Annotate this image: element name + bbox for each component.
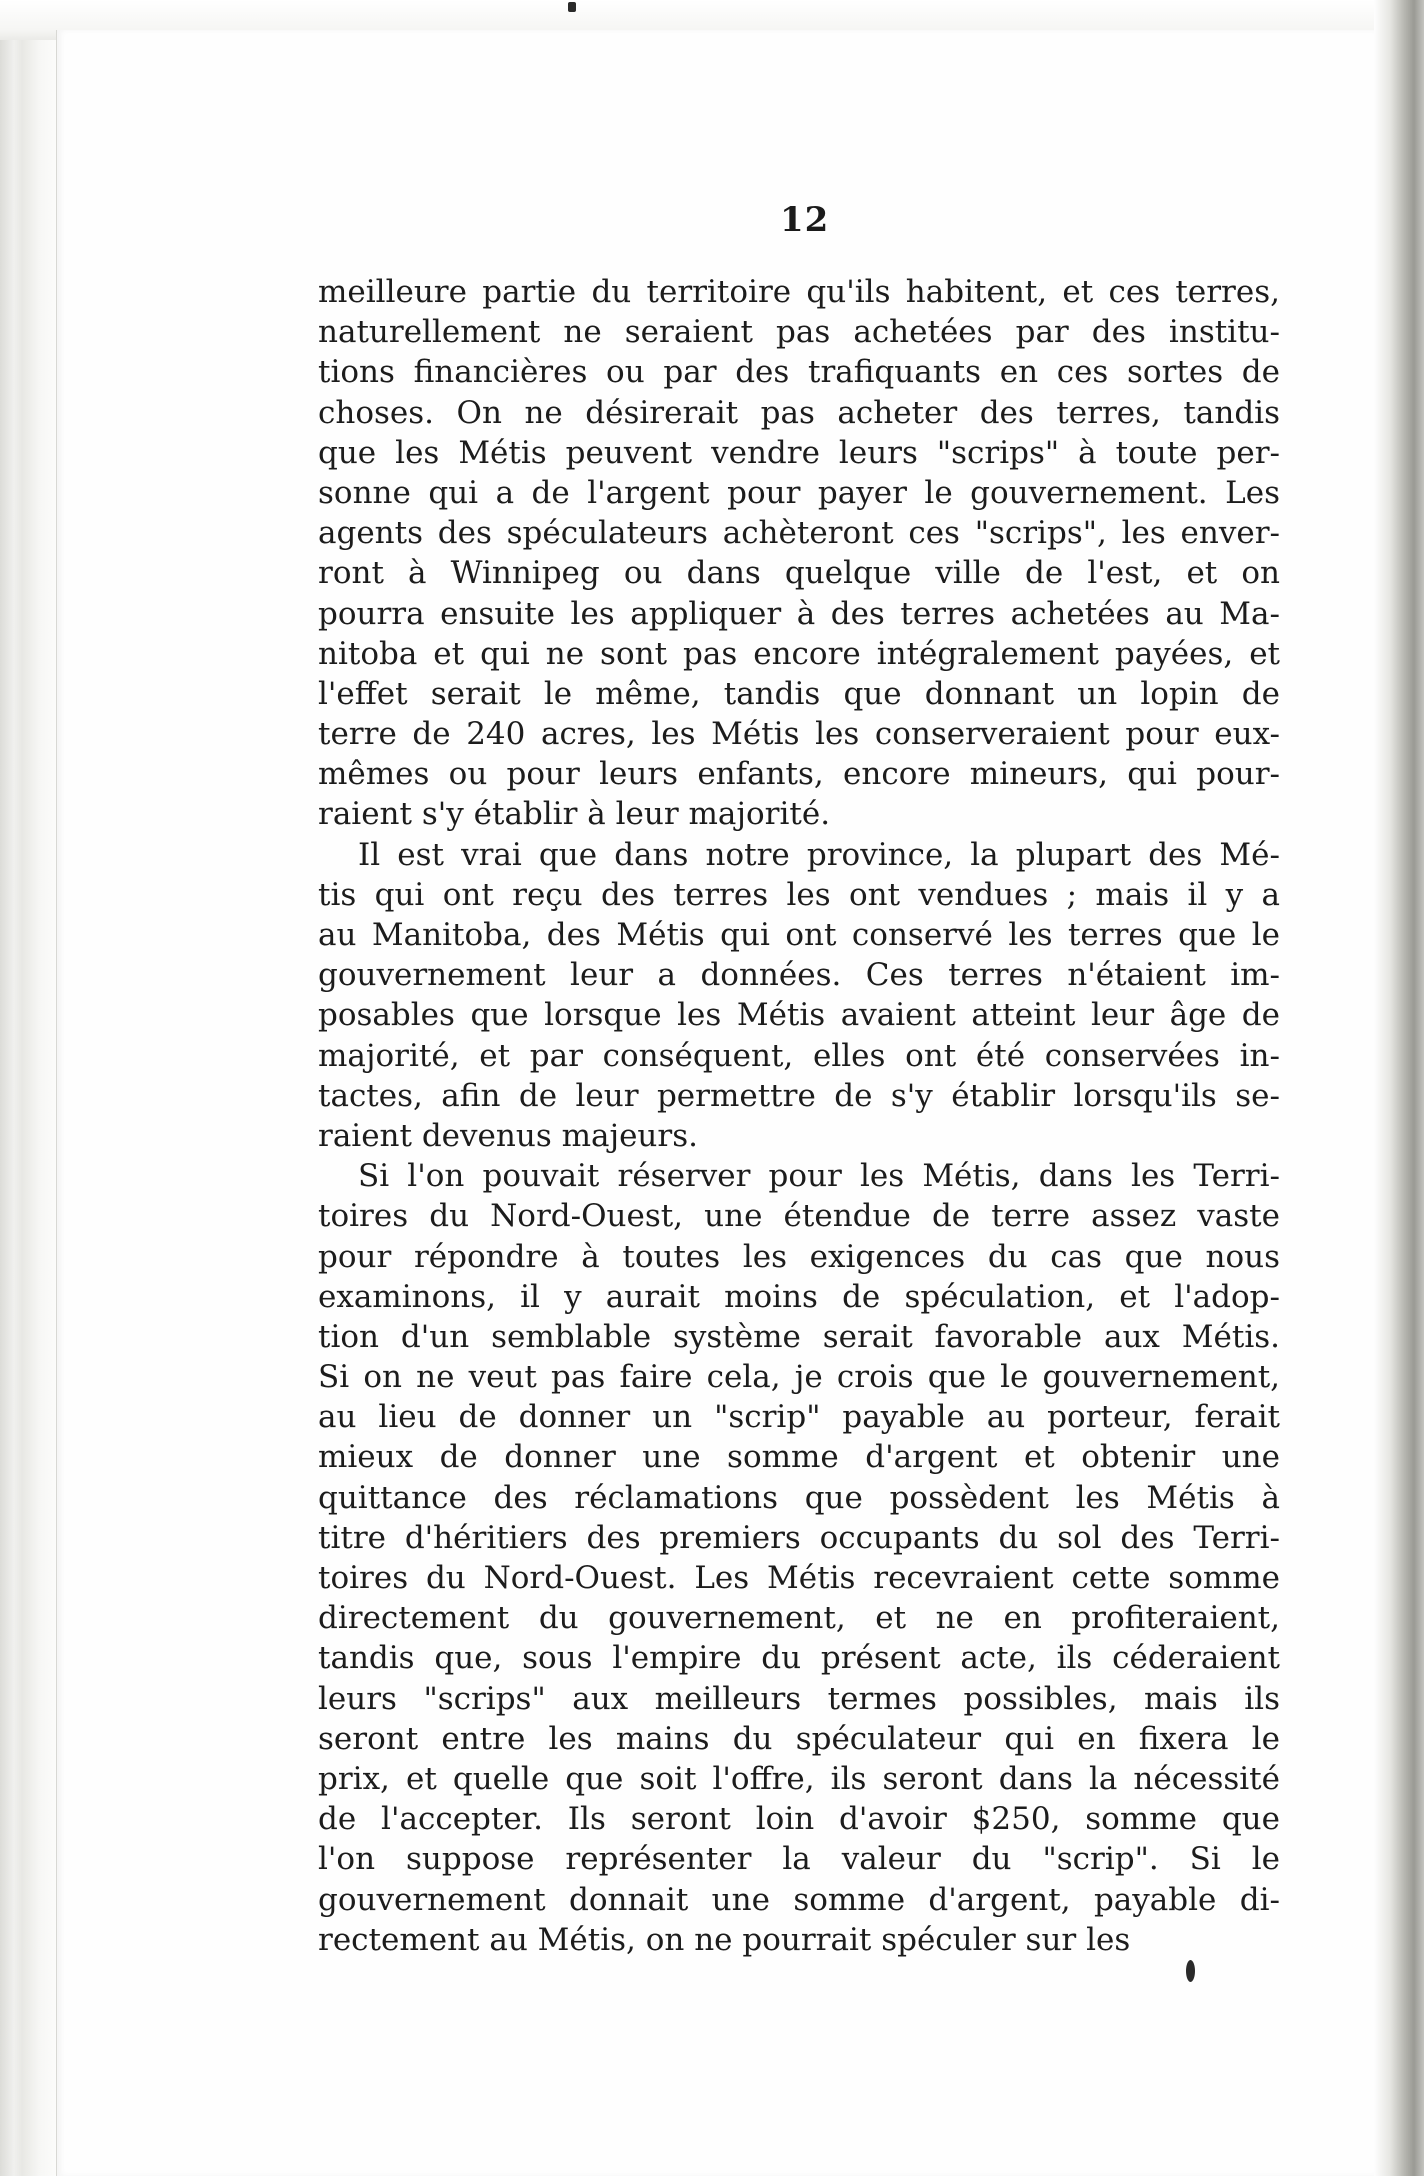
text-line: tions financières ou par des trafiquants en ces sortes de <box>318 354 1280 391</box>
text-line: naturellement ne seraient pas achetées par des institu- <box>318 314 1280 351</box>
text-line: au Manitoba, des Métis qui ont conservé les terres que le <box>318 917 1280 953</box>
paragraph-3 <box>318 1156 1280 1960</box>
text-line: de l'accepter. Ils seront loin d'avoir $250, somme que <box>318 1801 1280 1838</box>
text-line: sonne qui a de l'argent pour payer le gouvernement. Les <box>318 474 1280 511</box>
text-line: titre d'héritiers des premiers occupants du sol des Terri- <box>318 1519 1280 1556</box>
text-line: tion d'un semblable système serait favorable aux Métis. <box>318 1318 1280 1355</box>
text-line: mêmes ou pour leurs enfants, encore mineurs, qui pour- <box>318 756 1280 793</box>
text-line: toires du Nord-Ouest, une étendue de terre assez vaste <box>318 1198 1280 1235</box>
ink-speck <box>1186 1960 1195 1982</box>
text-line: l'effet serait le même, tandis que donnant un lopin de <box>318 675 1280 712</box>
text-line: raient s'y établir à leur majorité. <box>318 796 831 833</box>
text-line: posables que lorsque les Métis avaient atteint leur âge de <box>318 997 1280 1034</box>
text-line: gouvernement leur a données. Ces terres n'étaient im- <box>318 957 1280 994</box>
text-line: Si l'on pouvait réserver pour les Métis, dans les Terri- <box>358 1158 1280 1195</box>
text-line: leurs "scrips" aux meilleurs termes possibles, mais ils <box>318 1680 1280 1717</box>
text-line: mieux de donner une somme d'argent et obtenir une <box>318 1439 1280 1476</box>
text-line: pour répondre à toutes les exigences du cas que nous <box>318 1238 1280 1275</box>
text-line: tandis que, sous l'empire du présent acte, ils céderaient <box>318 1640 1280 1677</box>
paragraph-1 <box>318 272 1280 835</box>
text-line: que les Métis peuvent vendre leurs "scrips" à toute per- <box>318 434 1280 471</box>
text-line: gouvernement donnait une somme d'argent, payable di- <box>318 1881 1280 1918</box>
page-number: 12 <box>780 200 830 240</box>
text-line: rectement au Métis, on ne pourrait spéculer sur les <box>318 1921 1131 1958</box>
scan-left-edge <box>0 40 60 2176</box>
text-line: terre de 240 acres, les Métis les conserveraient pour eux- <box>318 716 1280 753</box>
text-line: toires du Nord-Ouest. Les Métis recevraient cette somme <box>318 1560 1280 1596</box>
text-line: Il est vrai que dans notre province, la plupart des Mé- <box>358 836 1280 873</box>
text-line: au lieu de donner un "scrip" payable au porteur, ferait <box>318 1399 1280 1436</box>
text-line: quittance des réclamations que possèdent les Métis à <box>318 1479 1280 1516</box>
text-line: examinons, il y aurait moins de spéculation, et l'adop- <box>318 1278 1280 1315</box>
text-line: pourra ensuite les appliquer à des terres achetées au Ma- <box>318 595 1280 632</box>
text-line: tis qui ont reçu des terres les ont vendues ; mais il y a <box>318 876 1280 913</box>
text-line: agents des spéculateurs achèteront ces "scrips", les enver- <box>318 515 1280 552</box>
text-line: Si on ne veut pas faire cela, je crois que le gouvernement, <box>318 1359 1280 1396</box>
paragraph-2 <box>318 835 1280 1157</box>
text-line: majorité, et par conséquent, elles ont été conservées in- <box>318 1037 1280 1074</box>
text-line: choses. On ne désirerait pas acheter des terres, tandis <box>318 394 1280 431</box>
text-line: seront entre les mains du spéculateur qui en fixera le <box>318 1720 1280 1757</box>
scan-right-edge <box>1374 0 1424 2176</box>
text-line: meilleure partie du territoire qu'ils habitent, et ces terres, <box>318 274 1280 310</box>
ink-speck <box>568 2 576 12</box>
text-line: prix, et quelle que soit l'offre, ils seront dans la nécessité <box>318 1760 1280 1797</box>
text-line: directement du gouvernement, et ne en profiteraient, <box>318 1600 1280 1637</box>
text-line: nitoba et qui ne sont pas encore intégralement payées, et <box>318 635 1280 672</box>
text-line: ront à Winnipeg ou dans quelque ville de l'est, et on <box>318 555 1280 592</box>
text-line: l'on suppose représenter la valeur du "scrip". Si le <box>318 1841 1280 1878</box>
text-line: raient devenus majeurs. <box>318 1117 698 1154</box>
text-line: tactes, afin de leur permettre de s'y établir lorsqu'ils se- <box>318 1077 1280 1114</box>
body-text <box>318 272 1280 1960</box>
